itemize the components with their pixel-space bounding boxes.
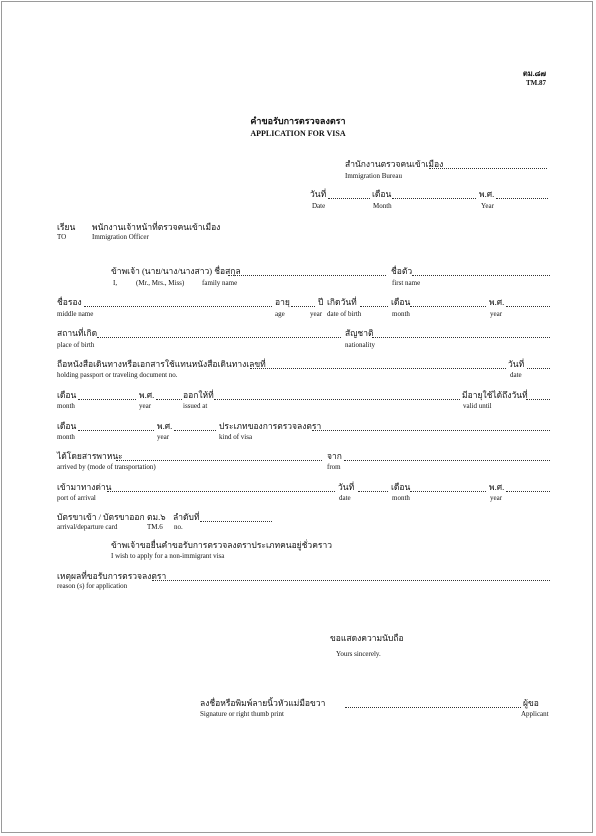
from-label-th: จาก [327, 451, 342, 461]
card-label-en: arrival/departure card [57, 523, 118, 531]
arrival-day-label-th: วันที่ [338, 482, 355, 492]
age-input[interactable] [291, 296, 315, 307]
transport-input[interactable] [116, 450, 322, 461]
passport-label-th: ถือหนังสือเดินทางหรือเอกสารใช้แทนหนังสือเดินทางเลขที่ [57, 359, 266, 369]
passport-label-en: holding passport or traveling document no. [57, 371, 178, 379]
date-month-label-en: Month [373, 202, 392, 210]
nationality-input[interactable] [372, 327, 550, 338]
dob-year-label-en: year [490, 310, 503, 318]
dob-year-input[interactable] [506, 296, 550, 307]
valid-month-label-th: เดือน [57, 421, 77, 431]
issue-year-label-th: พ.ศ. [139, 390, 155, 400]
to-label-th: เรียน [57, 222, 76, 232]
issue-year-input[interactable] [156, 389, 182, 400]
bureau-label-th: สำนักงานตรวจคนเข้าเมือง [345, 159, 444, 169]
name-title-en: (Mr., Mrs., Miss) [136, 279, 185, 287]
reason-label-en: reason (s) for application [57, 582, 128, 590]
issue-month-label-th: เดือน [57, 390, 77, 400]
to-label-en: TO [57, 233, 67, 241]
valid-year-label-th: พ.ศ. [157, 421, 173, 431]
valid-until-label-en: valid until [463, 402, 492, 410]
closing-th: ขอแสดงความนับถือ [330, 633, 404, 643]
card-label-th: บัตรขาเข้า / บัตรขาออก [57, 512, 145, 522]
year-unit-label-th: ปี [318, 297, 324, 307]
arrival-year-label-th: พ.ศ. [489, 482, 505, 492]
port-label-th: เข้ามาทางด่าน [57, 482, 112, 492]
middle-name-label-en: middle name [57, 310, 94, 318]
issued-at-input[interactable] [214, 389, 460, 400]
pob-label-en: place of birth [57, 341, 95, 349]
valid-month-label-en: month [57, 433, 75, 441]
date-month-label-th: เดือน [372, 189, 392, 199]
form-code-th: ตม.๘๗ [522, 69, 546, 78]
bureau-label-en: Immigration Bureau [345, 172, 402, 180]
arrival-year-input[interactable] [506, 481, 550, 492]
card-no-label-en: no. [174, 523, 183, 531]
transport-label-en: arrived by (mode of transportation) [57, 463, 156, 471]
nationality-label-th: สัญชาติ [345, 328, 374, 338]
card-no-label-th: ลำดับที่ [173, 512, 200, 522]
to-value-en: Immigration Officer [92, 233, 149, 241]
passport-input[interactable] [250, 358, 506, 369]
transport-label-th: ได้โดยสารพาหนะ [57, 451, 123, 461]
apply-statement-th: ข้าพเจ้าขอยื่นคำขอรับการตรวจลงตราประเภทคนอยู่ชั่วคราว [111, 540, 332, 550]
date-day-label-th: วันที่ [310, 189, 327, 199]
middle-name-input[interactable] [84, 296, 272, 307]
first-name-label-en: first name [392, 279, 421, 287]
issued-at-label-en: issued at [183, 402, 208, 410]
tm6-label-th: ตม.๖ [147, 512, 166, 522]
pob-label-th: สถานที่เกิด [57, 328, 98, 338]
passport-date-label-en: date [510, 371, 522, 379]
arrival-month-label-en: month [392, 494, 410, 502]
first-name-input[interactable] [412, 265, 550, 276]
date-year-label-th: พ.ศ. [479, 189, 495, 199]
visa-kind-label-th: ประเภทของการตรวจลงตรา [219, 421, 322, 431]
family-name-input[interactable] [228, 265, 386, 276]
date-day-input[interactable] [328, 188, 370, 199]
visa-kind-label-en: kind of visa [219, 433, 253, 441]
date-month-input[interactable] [392, 188, 476, 199]
signature-label-en: Signature or right thumb print [200, 710, 284, 718]
tm6-label-en: TM.6 [147, 523, 163, 531]
issue-month-input[interactable] [78, 389, 136, 400]
issue-year-label-en: year [139, 402, 152, 410]
form-title-th: คำขอรับการตรวจลงตรา [250, 116, 346, 126]
dob-day-input[interactable] [360, 296, 388, 307]
arrival-month-input[interactable] [410, 481, 486, 492]
date-year-label-en: Year [481, 202, 494, 210]
applicant-label-th: ผู้ขอ [523, 698, 539, 708]
passport-date-label-th: วันที่ [508, 359, 525, 369]
closing-en: Yours sincerely. [336, 650, 381, 658]
from-input[interactable] [344, 450, 550, 461]
arrival-day-label-en: date [339, 494, 351, 502]
apply-statement-en: I wish to apply for a non-immigrant visa [111, 552, 225, 560]
valid-year-input[interactable] [174, 420, 216, 431]
nationality-label-en: nationality [345, 341, 375, 349]
passport-date-input[interactable] [527, 358, 550, 369]
family-name-label-en: family name [202, 279, 238, 287]
reason-label-th: เหตุผลที่ขอรับการตรวจลงตรา [57, 571, 167, 581]
visa-application-form [1, 1, 593, 833]
name-i-en: I, [113, 279, 118, 287]
arrival-year-label-en: year [490, 494, 503, 502]
year-unit-label-en: year [310, 310, 323, 318]
form-title-en: APPLICATION FOR VISA [250, 129, 346, 138]
pob-input[interactable] [97, 327, 341, 338]
applicant-label-en: Applicant [521, 710, 549, 718]
dob-month-label-en: month [392, 310, 410, 318]
bureau-input[interactable] [429, 158, 547, 169]
dob-label-th: เกิดวันที่ [327, 297, 357, 307]
date-day-label-en: Date [312, 202, 326, 210]
port-label-en: port of arrival [57, 494, 96, 502]
signature-label-th: ลงชื่อหรือพิมพ์ลายนิ้วหัวแม่มือขวา [200, 698, 326, 708]
arrival-day-input[interactable] [358, 481, 388, 492]
date-year-input[interactable] [496, 188, 548, 199]
to-value-th: พนักงานเจ้าหน้าที่ตรวจคนเข้าเมือง [92, 222, 221, 232]
valid-year-label-en: year [157, 433, 170, 441]
dob-month-label-th: เดือน [391, 297, 411, 307]
reason-input[interactable] [152, 570, 550, 581]
first-name-label-th: ชื่อตัว [391, 266, 413, 276]
issued-at-label-th: ออกให้ที่ [183, 390, 214, 400]
from-label-en: from [327, 463, 341, 471]
issue-month-label-en: month [57, 402, 75, 410]
age-label-th: อายุ [275, 297, 290, 307]
valid-until-label-th: มีอายุใช้ได้ถึงวันที่ [462, 390, 528, 400]
valid-until-input[interactable] [526, 389, 550, 400]
card-no-input[interactable] [200, 511, 272, 522]
age-label-en: age [275, 310, 285, 318]
visa-kind-input[interactable] [312, 420, 550, 431]
middle-name-label-th: ชื่อรอง [57, 297, 82, 307]
dob-month-input[interactable] [410, 296, 486, 307]
signature-input[interactable] [345, 697, 521, 708]
valid-month-input[interactable] [78, 420, 154, 431]
form-code-en: TM.87 [525, 79, 546, 87]
port-input[interactable] [107, 481, 335, 492]
dob-label-en: date of birth [327, 310, 362, 318]
dob-year-label-th: พ.ศ. [489, 297, 505, 307]
name-label-th: ข้าพเจ้า (นาย/นาง/นางสาว) ชื่อสกุล [111, 266, 241, 276]
arrival-month-label-th: เดือน [391, 482, 411, 492]
